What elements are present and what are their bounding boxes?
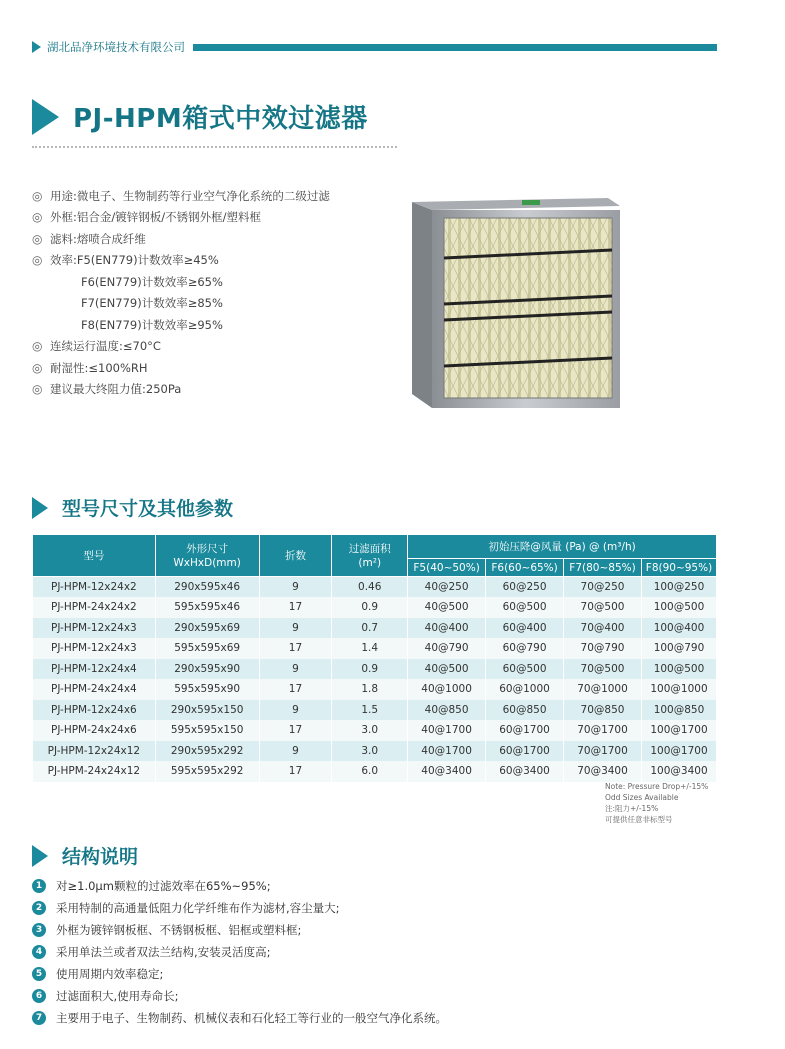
spec-text: F6(EN779)计数效率≥65% [81,274,223,289]
col-header-size-line1: 外形尺寸 [186,542,229,555]
triangle-icon [32,497,48,519]
spec-text: 滤料:熔喷合成纤维 [50,231,146,246]
cell-area: 0.9 [332,659,408,680]
number-badge: 4 [32,945,46,959]
cell-f7: 70@850 [564,700,642,721]
table-row [33,577,717,598]
triangle-icon [32,99,59,135]
number-badge: 3 [32,923,46,937]
spec-text: 连续运行温度:≤70°C [50,339,161,354]
params-table [32,534,717,782]
cell-size: 290x595x150 [155,700,259,721]
col-header-pleats: 折数 [259,535,332,577]
spec-item [32,250,330,272]
cell-f5: 40@500 [408,659,486,680]
col-header-area [332,535,408,577]
col-header-size-line2: WxHxD(mm) [173,556,241,569]
cell-f8: 100@1700 [641,741,716,762]
cell-size: 595x595x90 [155,679,259,700]
spec-item [32,314,330,336]
cell-f7: 70@1000 [564,679,642,700]
bullet-icon: ◎ [32,231,43,246]
bullet-icon: ◎ [32,382,43,397]
note-line: Note: Pressure Drop+/-15% [605,782,709,791]
cell-f8: 100@790 [641,638,716,659]
spec-item [32,185,330,207]
spec-item [32,336,330,358]
table-row [33,761,717,782]
feature-text: 对≥1.0μm颗粒的过滤效率在65%~95%; [56,879,271,893]
cell-f6: 60@1700 [486,741,564,762]
cell-f6: 60@790 [486,638,564,659]
section-header-structure [32,842,138,869]
cell-f5: 40@1700 [408,741,486,762]
cell-f7: 70@500 [564,659,642,680]
cell-pleats: 9 [259,659,332,680]
number-badge: 6 [32,989,46,1003]
cell-f6: 60@1000 [486,679,564,700]
cell-f8: 100@250 [641,577,716,598]
spec-text: 效率:F5(EN779)计数效率≥45% [50,253,219,268]
note-line: 注:阻力+/-15% [605,804,659,813]
table-row [33,659,717,680]
bullet-icon: ◎ [32,360,43,375]
col-header-f7: F7(80~85%) [564,559,642,577]
feature-text: 采用特制的高通量低阻力化学纤维布作为滤材,容尘量大; [56,901,340,915]
spec-item [32,357,330,379]
cell-model: PJ-HPM-12x24x3 [33,618,156,639]
spec-item [32,207,330,229]
cell-pleats: 9 [259,741,332,762]
cell-f7: 70@250 [564,577,642,598]
cell-f8: 100@500 [641,659,716,680]
cell-pleats: 9 [259,577,332,598]
cell-model: PJ-HPM-12x24x12 [33,741,156,762]
feature-item [32,919,447,941]
bullet-icon: ◎ [32,210,43,225]
cell-f8: 100@850 [641,700,716,721]
table-row [33,741,717,762]
cell-f5: 40@850 [408,700,486,721]
cell-model: PJ-HPM-24x24x6 [33,720,156,741]
cell-size: 595x595x292 [155,761,259,782]
page-title: PJ-HPM箱式中效过滤器 [73,104,368,134]
col-header-size [155,535,259,577]
cell-f6: 60@3400 [486,761,564,782]
feature-text: 主要用于电子、生物制药、机械仪表和石化轻工等行业的一般空气净化系统。 [56,1011,447,1025]
number-badge: 5 [32,967,46,981]
cell-area: 3.0 [332,720,408,741]
cell-area: 0.9 [332,597,408,618]
spec-item [32,379,330,401]
cell-area: 0.46 [332,577,408,598]
table-note [605,781,708,825]
spec-list [32,185,330,400]
col-header-f5: F5(40~50%) [408,559,486,577]
bullet-icon: ◎ [32,188,43,203]
table-row [33,638,717,659]
table-row [33,597,717,618]
number-badge: 1 [32,879,46,893]
cell-f8: 100@3400 [641,761,716,782]
cell-f6: 60@250 [486,577,564,598]
cell-size: 595x595x69 [155,638,259,659]
cell-model: PJ-HPM-12x24x3 [33,638,156,659]
feature-item [32,985,447,1007]
col-header-pressure-drop: 初始压降@风量 (Pa) @ (m³/h) [408,535,717,559]
cell-area: 3.0 [332,741,408,762]
cell-f6: 60@500 [486,659,564,680]
feature-item [32,963,447,985]
cell-model: PJ-HPM-12x24x6 [33,700,156,721]
triangle-icon [32,41,41,53]
cell-size: 290x595x292 [155,741,259,762]
table-row [33,679,717,700]
cell-f8: 100@1700 [641,720,716,741]
spec-text: 用途:微电子、生物制药等行业空气净化系统的二级过滤 [50,188,330,203]
cell-f5: 40@250 [408,577,486,598]
header-bar [32,38,717,56]
spec-item [32,271,330,293]
cell-f7: 70@1700 [564,741,642,762]
section-title: 型号尺寸及其他参数 [62,498,234,520]
cell-size: 595x595x46 [155,597,259,618]
spec-text: 建议最大终阻力值:250Pa [50,382,182,397]
cell-pleats: 17 [259,597,332,618]
cell-size: 290x595x46 [155,577,259,598]
table-row [33,720,717,741]
cell-area: 6.0 [332,761,408,782]
spec-text: F7(EN779)计数效率≥85% [81,296,223,311]
cell-model: PJ-HPM-24x24x4 [33,679,156,700]
cell-f6: 60@850 [486,700,564,721]
feature-list [32,875,447,1029]
cell-pleats: 17 [259,679,332,700]
col-header-f6: F6(60~65%) [486,559,564,577]
col-header-area-line2: (m²) [358,556,382,569]
cell-f7: 70@3400 [564,761,642,782]
table-row [33,700,717,721]
cell-f8: 100@1000 [641,679,716,700]
header-divider [193,44,717,51]
cell-model: PJ-HPM-12x24x2 [33,577,156,598]
cell-f5: 40@3400 [408,761,486,782]
spec-item [32,228,330,250]
dotted-divider [32,146,397,148]
cell-f5: 40@1700 [408,720,486,741]
cell-f6: 60@1700 [486,720,564,741]
bullet-icon: ◎ [32,253,43,268]
cell-pleats: 17 [259,720,332,741]
col-header-area-line1: 过滤面积 [348,542,391,555]
title-row [32,98,368,135]
cell-size: 290x595x69 [155,618,259,639]
number-badge: 7 [32,1011,46,1025]
note-line: 可提供任意非标型号 [605,815,673,824]
spec-text: F8(EN779)计数效率≥95% [81,317,223,332]
cell-pleats: 17 [259,638,332,659]
cell-area: 1.8 [332,679,408,700]
feature-text: 过滤面积大,使用寿命长; [56,989,179,1003]
cell-area: 0.7 [332,618,408,639]
feature-text: 外框为镀锌钢板框、不锈钢板框、铝框或塑料框; [56,923,302,937]
cell-pleats: 9 [259,700,332,721]
cell-model: PJ-HPM-24x24x2 [33,597,156,618]
col-header-model: 型号 [33,535,156,577]
spec-text: 外框:铝合金/镀锌钢板/不锈钢外框/塑料框 [50,210,261,225]
cell-f7: 70@400 [564,618,642,639]
feature-item [32,1007,447,1029]
cell-f5: 40@500 [408,597,486,618]
spec-item [32,293,330,315]
cell-f8: 100@500 [641,597,716,618]
cell-f5: 40@400 [408,618,486,639]
feature-item [32,897,447,919]
cell-model: PJ-HPM-12x24x4 [33,659,156,680]
table-row [33,618,717,639]
feature-text: 采用单法兰或者双法兰结构,安装灵活度高; [56,945,271,959]
cell-pleats: 17 [259,761,332,782]
cell-model: PJ-HPM-24x24x12 [33,761,156,782]
triangle-icon [32,845,48,867]
cell-f6: 60@500 [486,597,564,618]
feature-item [32,875,447,897]
cell-f7: 70@790 [564,638,642,659]
feature-text: 使用周期内效率稳定; [56,967,164,981]
cell-f7: 70@500 [564,597,642,618]
number-badge: 2 [32,901,46,915]
cell-f5: 40@790 [408,638,486,659]
company-name: 湖北品净环境技术有限公司 [47,40,185,54]
note-line: Odd Sizes Available [605,793,679,802]
spec-text: 耐湿性:≤100%RH [50,360,148,375]
cell-f7: 70@1700 [564,720,642,741]
cell-pleats: 9 [259,618,332,639]
section-header-params [32,494,233,521]
cell-size: 595x595x150 [155,720,259,741]
cell-f5: 40@1000 [408,679,486,700]
cell-f8: 100@400 [641,618,716,639]
cell-area: 1.5 [332,700,408,721]
col-header-f8: F8(90~95%) [641,559,716,577]
cell-size: 290x595x90 [155,659,259,680]
cell-f6: 60@400 [486,618,564,639]
cell-area: 1.4 [332,638,408,659]
section-title: 结构说明 [62,846,139,868]
product-image [408,196,626,414]
feature-item [32,941,447,963]
bullet-icon: ◎ [32,339,43,354]
